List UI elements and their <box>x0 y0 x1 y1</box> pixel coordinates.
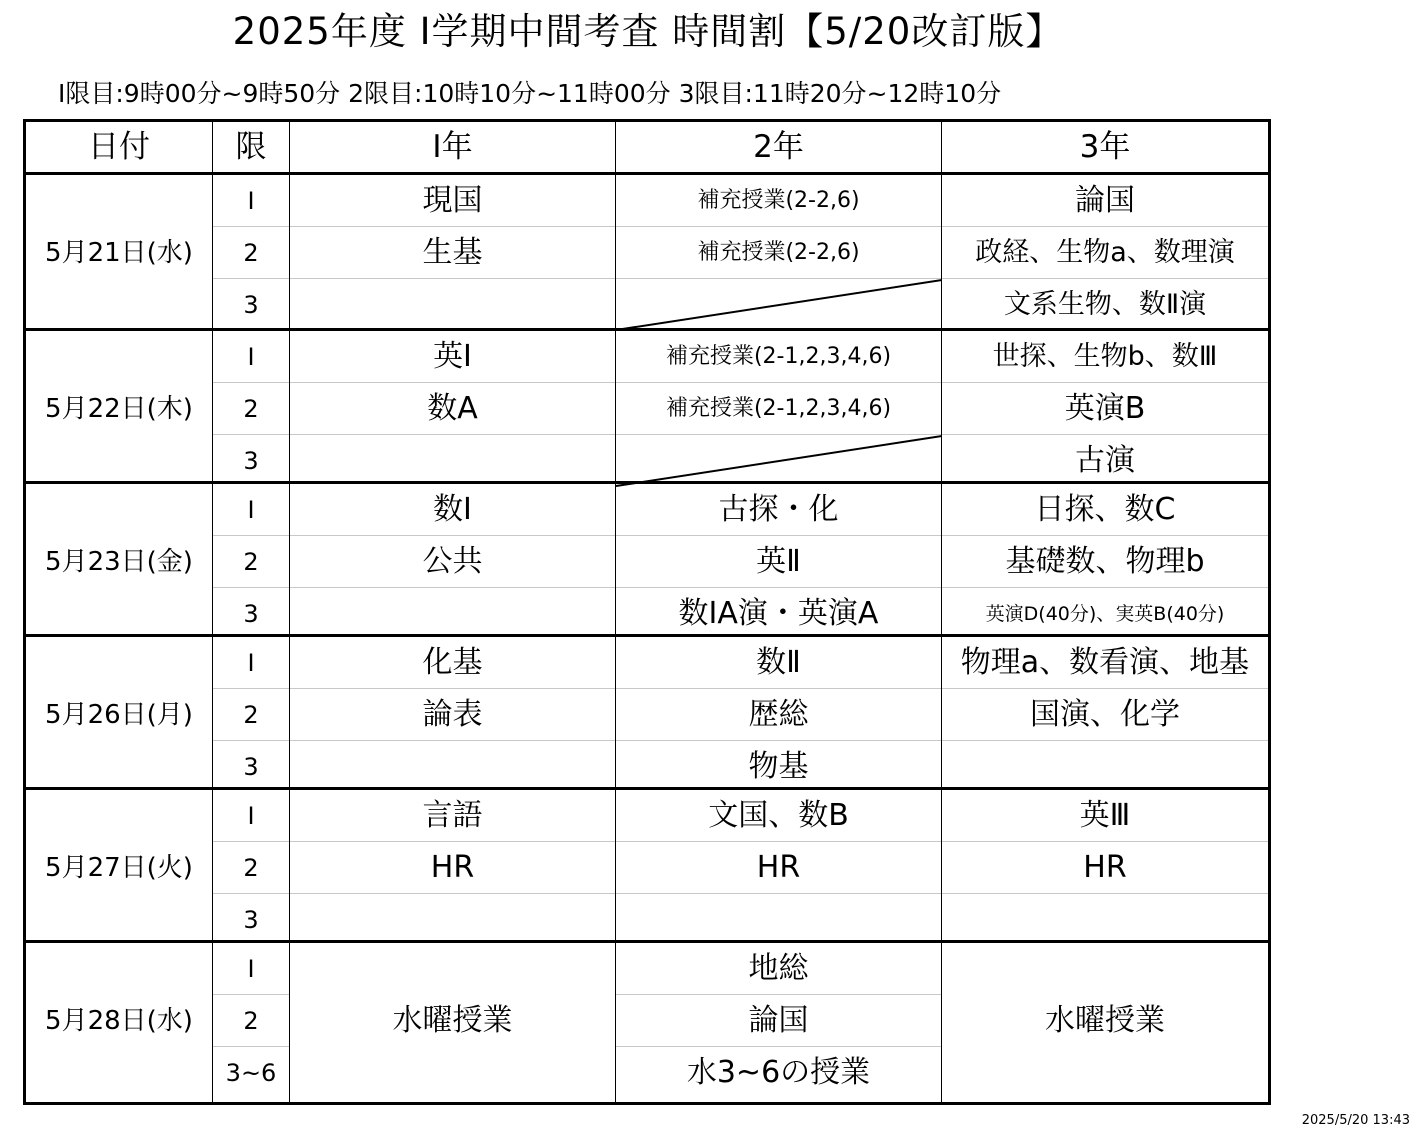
header-grade-1: I年 <box>432 129 473 165</box>
grade3-subject: 古演 <box>1075 443 1135 478</box>
period-label: 3 <box>243 291 259 319</box>
grade1-subject: 化基 <box>422 645 483 680</box>
grade2-subject: 補充授業(2-2,6) <box>697 240 860 265</box>
grade1-subject: 論表 <box>422 697 483 732</box>
period-times: I限目:9時00分~9時50分 2限目:10時10分~11時00分 3限目:11時20分~12時10分 <box>58 79 1002 108</box>
timestamp: 2025/5/20 13:43 <box>1301 1113 1410 1128</box>
grade1-subject <box>290 894 615 946</box>
grade2-subject: 数Ⅱ <box>756 645 801 680</box>
grade2-subject: 補充授業(2-1,2,3,4,6) <box>665 396 892 421</box>
header-period: 限 <box>235 129 267 165</box>
period-label: I <box>247 649 255 677</box>
grade1-subject <box>290 279 615 331</box>
empty-slash <box>616 279 942 331</box>
grade2-subject: HR <box>756 850 801 885</box>
grade3-subject <box>942 741 1268 793</box>
grade3-subject: 世探、生物b、数Ⅲ <box>992 341 1218 372</box>
grade3-subject: 文系生物、数Ⅱ演 <box>1003 289 1207 320</box>
grade2-subject: 歴総 <box>748 697 809 732</box>
grade3-subject: HR <box>1083 850 1127 885</box>
grade2-subject: 文国、数B <box>708 798 849 833</box>
period-label: I <box>247 955 255 983</box>
period-label: 3 <box>243 447 259 475</box>
period-label: 2 <box>243 701 259 729</box>
grade3-subject: 基礎数、物理b <box>1005 544 1205 579</box>
grade2-subject: 水3~6の授業 <box>686 1055 871 1090</box>
period-label: 2 <box>243 239 259 267</box>
grade3-subject <box>942 894 1268 946</box>
grade3-subject: 政経、生物a、数理演 <box>975 237 1235 268</box>
grade1-subject <box>290 741 615 793</box>
grade3-subject: 英Ⅲ <box>1079 798 1131 833</box>
grade1-subject <box>290 435 615 487</box>
period-label: 3 <box>243 600 259 628</box>
grade1-subject: 数Ⅰ <box>433 492 472 527</box>
empty-slash <box>616 435 942 487</box>
header-grade-3: 3年 <box>1079 129 1131 165</box>
grade1-subject: 生基 <box>422 235 483 270</box>
schedule-table <box>23 119 1271 1105</box>
grade1-subject: 現国 <box>422 183 483 218</box>
day-date: 5月23日(金) <box>45 547 193 577</box>
period-label: 2 <box>243 395 259 423</box>
grade3-subject: 英演D(40分)、実英B(40分) <box>985 603 1225 625</box>
period-label: 2 <box>243 548 259 576</box>
period-label: 2 <box>243 1007 259 1035</box>
day-date: 5月21日(水) <box>45 238 193 268</box>
grade3-subject: 日探、数C <box>1034 492 1176 527</box>
grade2-subject: 地総 <box>748 951 809 986</box>
period-label: 3 <box>243 753 259 781</box>
day-date: 5月26日(月) <box>45 700 193 730</box>
grade2-subject: 数ⅠA演・英演A <box>678 596 879 631</box>
grade2-subject <box>616 894 941 946</box>
grade1-subject: 言語 <box>422 798 483 833</box>
page-title: 2025年度 I学期中間考査 時間割【5/20改訂版】 <box>232 10 1064 53</box>
period-label: I <box>247 343 255 371</box>
grade2-subject: 物基 <box>748 749 809 784</box>
period-label: 3 <box>243 906 259 934</box>
grade1-subject: 数A <box>427 391 478 426</box>
period-label: 2 <box>243 854 259 882</box>
grade2-subject: 補充授業(2-1,2,3,4,6) <box>665 344 892 369</box>
day-date: 5月28日(水) <box>45 1006 193 1036</box>
period-label: I <box>247 802 255 830</box>
grade3-subject: 物理a、数看演、地基 <box>960 645 1250 680</box>
grade1-subject <box>290 588 615 640</box>
grade1-subject: 公共 <box>422 544 483 579</box>
period-label: I <box>247 187 255 215</box>
grade2-subject: 古探・化 <box>718 492 839 527</box>
day-date: 5月22日(木) <box>45 394 193 424</box>
grade1-subject: 英Ⅰ <box>433 339 472 374</box>
header-date: 日付 <box>88 129 150 165</box>
grade3-subject: 国演、化学 <box>1030 697 1180 732</box>
grade3-merged-subject: 水曜授業 <box>1045 1003 1165 1038</box>
grade3-subject: 論国 <box>1075 183 1135 218</box>
grade1-subject: HR <box>430 850 475 885</box>
grade2-subject: 論国 <box>748 1003 809 1038</box>
grade2-subject: 補充授業(2-2,6) <box>697 188 860 213</box>
header-grade-2: 2年 <box>753 129 804 165</box>
grade1-merged-subject: 水曜授業 <box>392 1003 513 1038</box>
day-date: 5月27日(火) <box>45 853 193 883</box>
grade2-subject: 英Ⅱ <box>756 544 801 579</box>
period-label: 3~6 <box>225 1059 277 1087</box>
grade3-subject: 英演B <box>1064 391 1146 426</box>
period-label: I <box>247 496 255 524</box>
